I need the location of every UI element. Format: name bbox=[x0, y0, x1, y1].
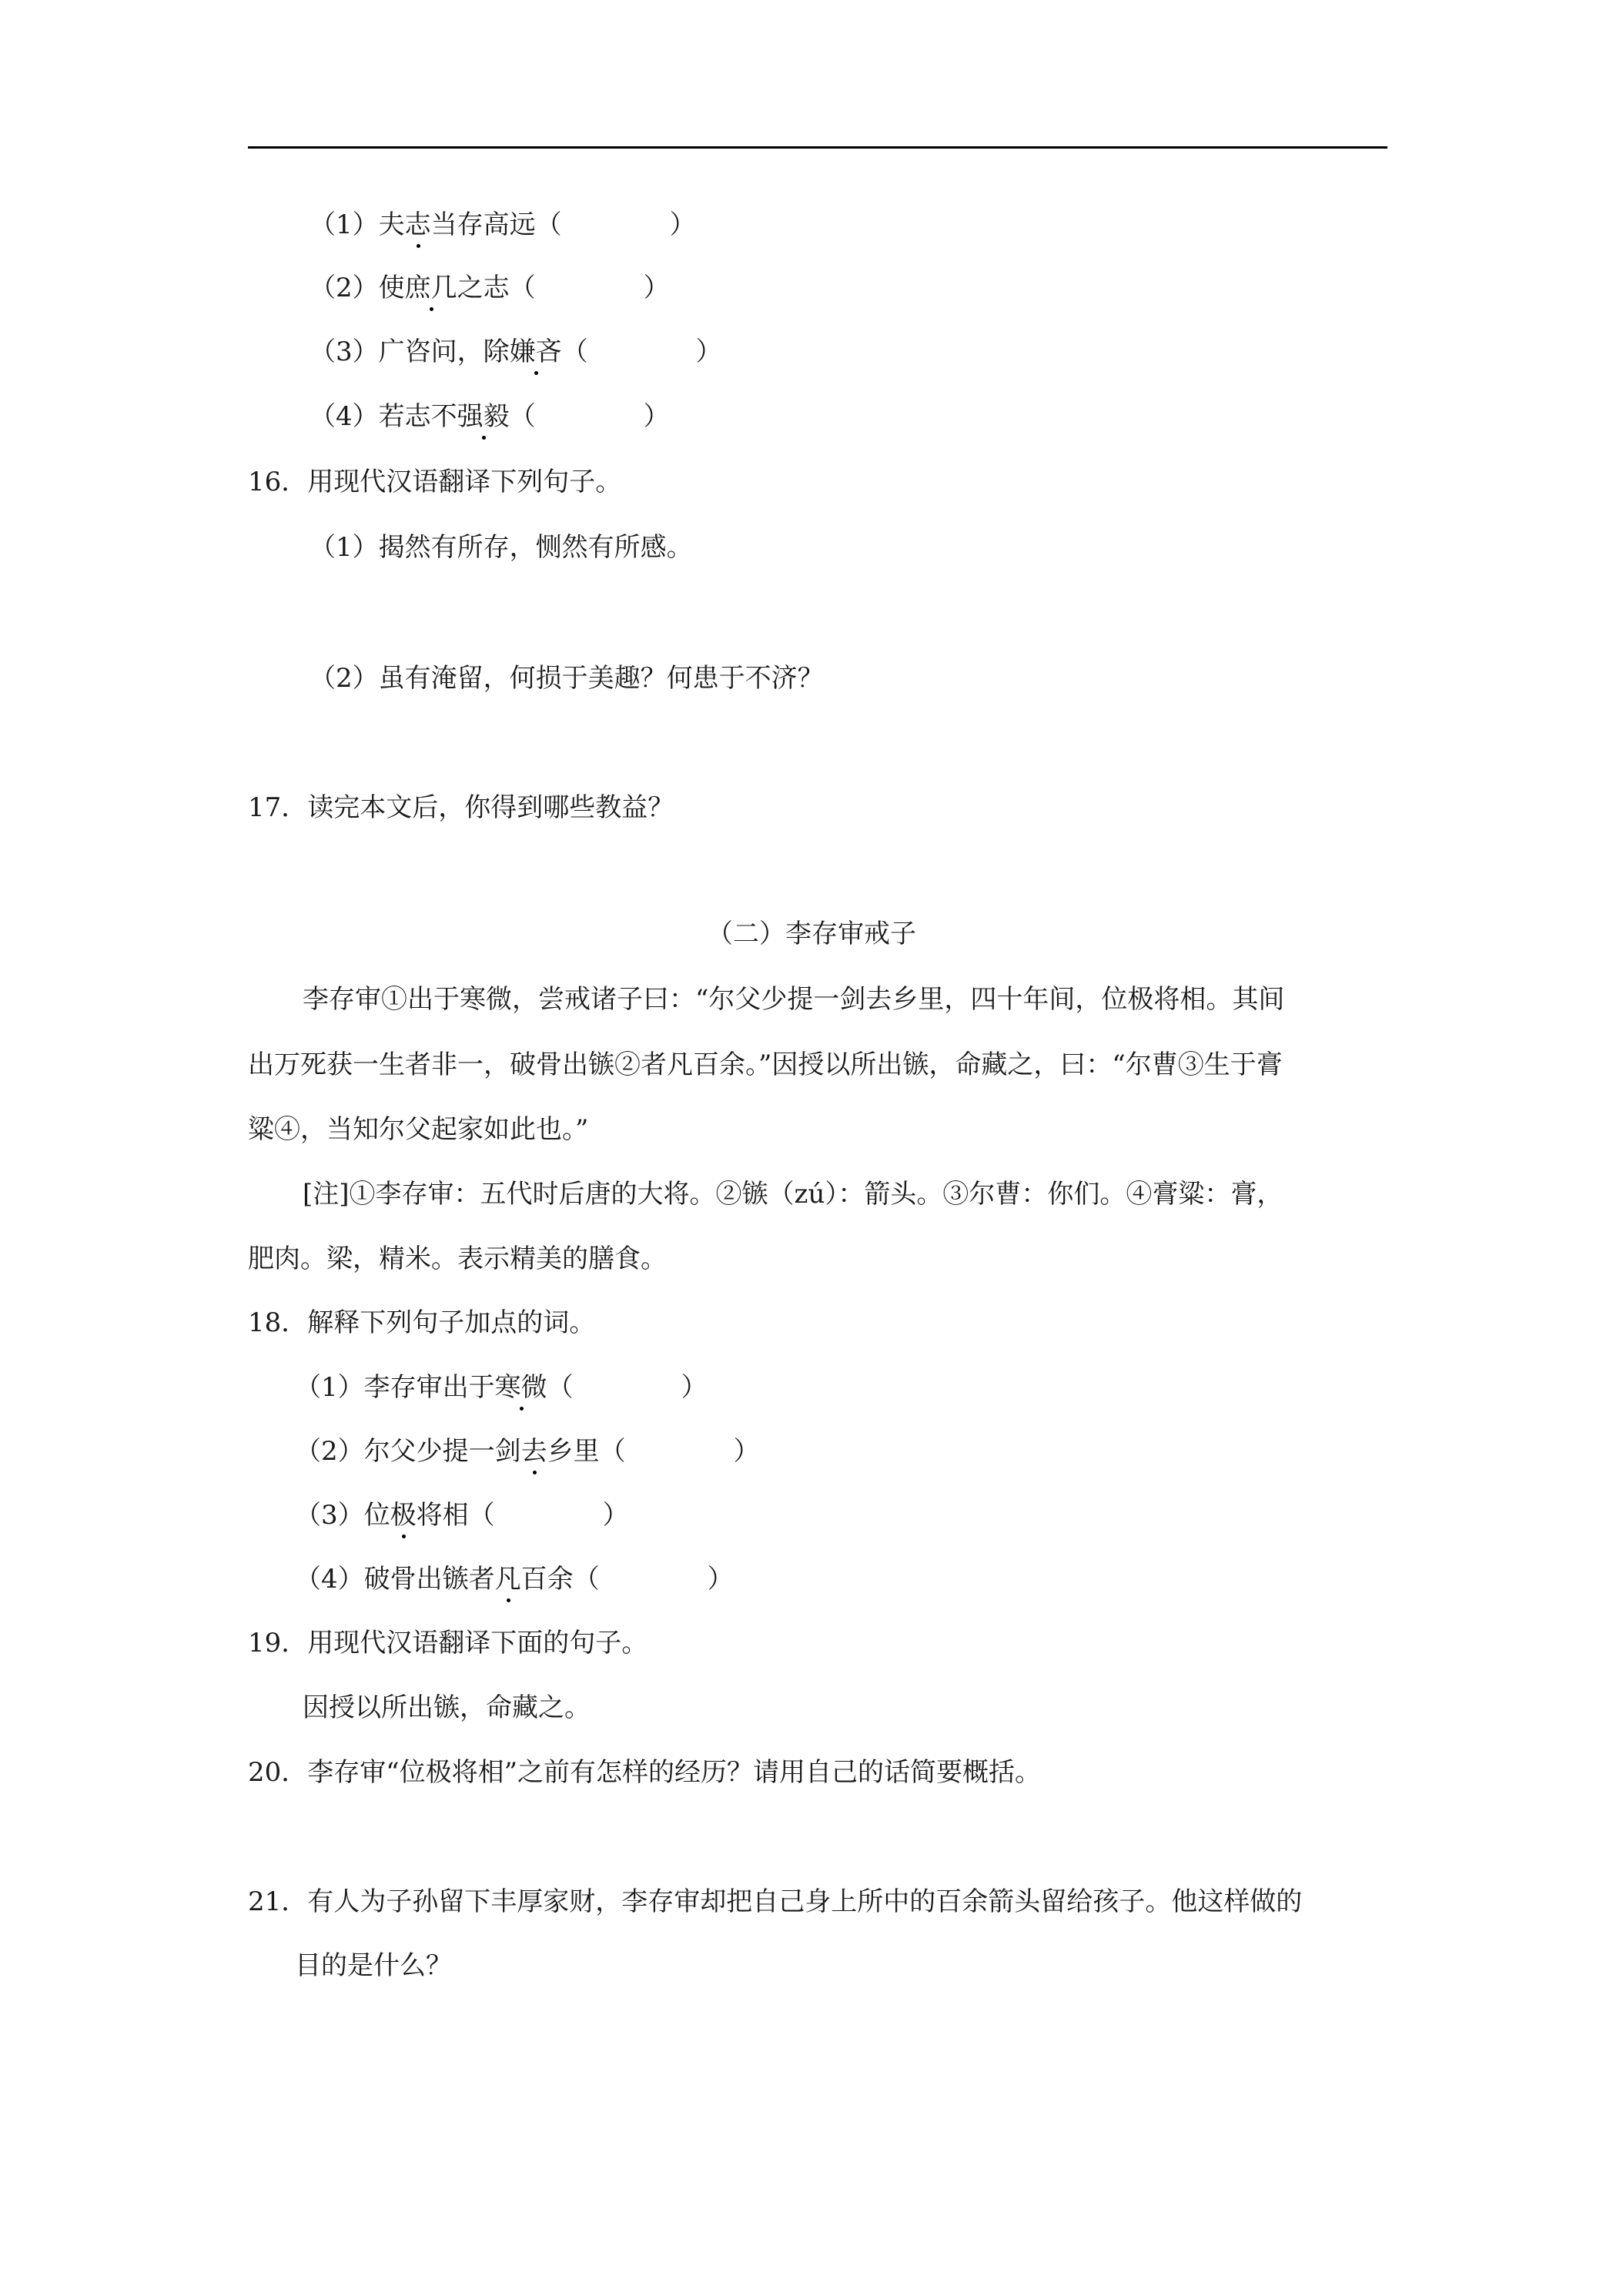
q21-line-1: 21．有人为子孙留下丰厚家财，李存审却把自己身上所中的百余箭头留给孩子。他这样做的 bbox=[248, 1886, 1303, 1917]
dotted-word: 去 bbox=[521, 1433, 547, 1470]
q15-item-1: （1）夫志当存高远（ ） bbox=[310, 206, 696, 243]
dotted-word: 强毅 bbox=[457, 398, 510, 435]
q19-stem: 19．用现代汉语翻译下面的句子。 bbox=[248, 1628, 648, 1658]
dotted-word: 凡 bbox=[495, 1561, 521, 1598]
q15-item-2: （2）使庶几之志（ ） bbox=[310, 269, 670, 306]
q16-item-1: （1）揭然有所存，恻然有所感。 bbox=[310, 532, 693, 563]
q18-stem: 18．解释下列句子加点的词。 bbox=[248, 1307, 596, 1338]
q16-stem: 16．用现代汉语翻译下列句子。 bbox=[248, 467, 622, 497]
q15-item-4: （4）若志不强毅（ ） bbox=[310, 398, 670, 435]
passage-line-2: 出万死获一生者非一，破骨出镞②者凡百余。”因授以所出镞，命藏之，曰：“尔曹③生于膏 bbox=[248, 1049, 1283, 1080]
notes-line-1: [注]①李存审：五代时后唐的大将。②镞（zú）：箭头。③尔曹：你们。④膏粱：膏， bbox=[303, 1179, 1283, 1210]
header-rule bbox=[248, 146, 1387, 149]
q21-line-2: 目的是什么？ bbox=[295, 1950, 452, 1981]
q18-item-1: （1）李存审出于寒微（ ） bbox=[295, 1369, 708, 1406]
q15-item-3: （3）广咨问，除嫌吝（ ） bbox=[310, 333, 722, 370]
dotted-word: 庶几 bbox=[405, 269, 457, 306]
q18-item-4: （4）破骨出镞者凡百余（ ） bbox=[295, 1561, 734, 1598]
dotted-word: 嫌吝 bbox=[510, 333, 562, 370]
dotted-word: 极 bbox=[390, 1497, 417, 1534]
passage-line-3: 粱④，当知尔父起家如此也。” bbox=[248, 1114, 589, 1145]
q17-stem: 17．读完本文后，你得到哪些教益？ bbox=[248, 792, 674, 823]
dotted-word: 志 bbox=[405, 206, 431, 243]
q20-stem: 20．李存审“位极将相”之前有怎样的经历？请用自己的话简要概括。 bbox=[248, 1757, 1042, 1788]
notes-line-2: 肥肉。梁，精米。表示精美的膳食。 bbox=[248, 1243, 667, 1274]
q16-item-2: （2）虽有淹留，何损于美趣？何患于不济？ bbox=[310, 663, 824, 694]
dotted-word: 寒微 bbox=[495, 1369, 547, 1406]
q19-sentence: 因授以所出镞，命藏之。 bbox=[303, 1692, 591, 1723]
q18-item-3: （3）位极将相（ ） bbox=[295, 1497, 629, 1534]
passage-line-1: 李存审①出于寒微，尝戒诸子曰：“尔父少提一剑去乡里，四十年间，位极将相。其间 bbox=[303, 984, 1285, 1015]
section-title: （二）李存审戒子 bbox=[707, 919, 916, 949]
q18-item-2: （2）尔父少提一剑去乡里（ ） bbox=[295, 1433, 760, 1470]
